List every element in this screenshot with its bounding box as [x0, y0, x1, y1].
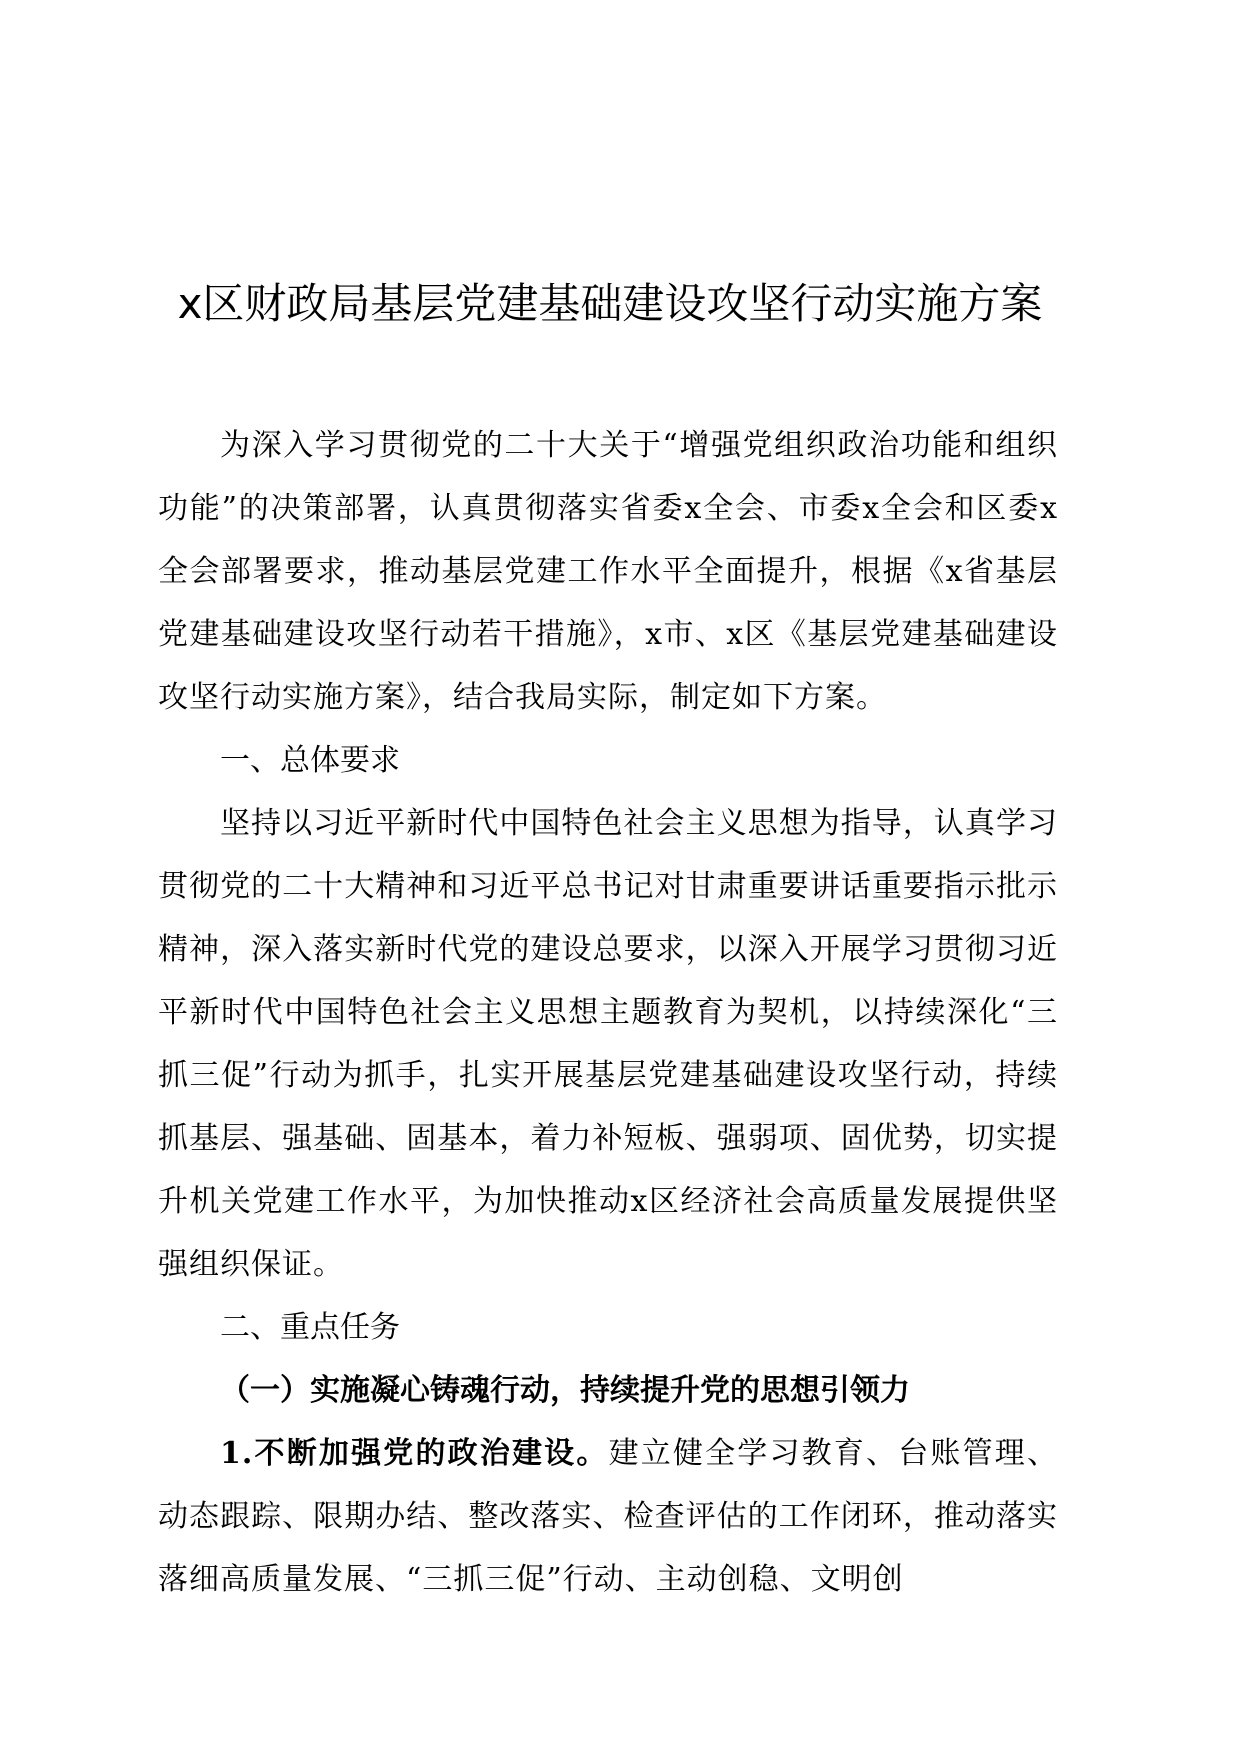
- section-heading-key-tasks: 二、重点任务: [220, 1310, 400, 1345]
- document-body: [158, 414, 1058, 1611]
- document-title: x区财政局基层党建基础建设攻坚行动实施方案: [177, 279, 1043, 328]
- section-heading-general-requirements: 一、总体要求: [220, 743, 400, 778]
- intro-paragraph: 为深入学习贯彻党的二十大关于“增强党组织政治功能和组织功能”的决策部署，认真贯彻落实省委x全会、市委x全会和区委x全会部署要求，推动基层党建工作水平全面提升，根据《x省基层党建基础建设攻坚行动若干措施》，x市、x区《基层党建基础建设攻坚行动实施方案》，结合我局实际，制定如下方案。: [158, 428, 1058, 715]
- general-requirements-paragraph: 坚持以习近平新时代中国特色社会主义思想为指导，认真学习贯彻党的二十大精神和习近平总书记对甘肃重要讲话重要指示批示精神，深入落实新时代党的建设总要求，以深入开展学习贯彻习近平新时代中国特色社会主义思想主题教育为契机，以持续深化“三抓三促”行动为抓手，扎实开展基层党建基础建设攻坚行动，持续抓基层、强基础、固基本，着力补短板、强弱项、固优势，切实提升机关党建工作水平，为加快推动x区经济社会高质量发展提供坚强组织保证。: [158, 806, 1058, 1282]
- subsection-heading-1: （一）实施凝心铸魂行动，持续提升党的思想引领力: [220, 1373, 910, 1408]
- item-1-body: 建立健全学习教育、台账管理、动态跟踪、限期办结、整改落实、检查评估的工作闭环，推动落实落细高质量发展、“三抓三促”行动、主动创稳、文明创: [158, 1436, 1058, 1597]
- item-1-paragraph: [158, 1422, 1058, 1611]
- item-1-lead: 1.不断加强党的政治建设。: [220, 1436, 609, 1471]
